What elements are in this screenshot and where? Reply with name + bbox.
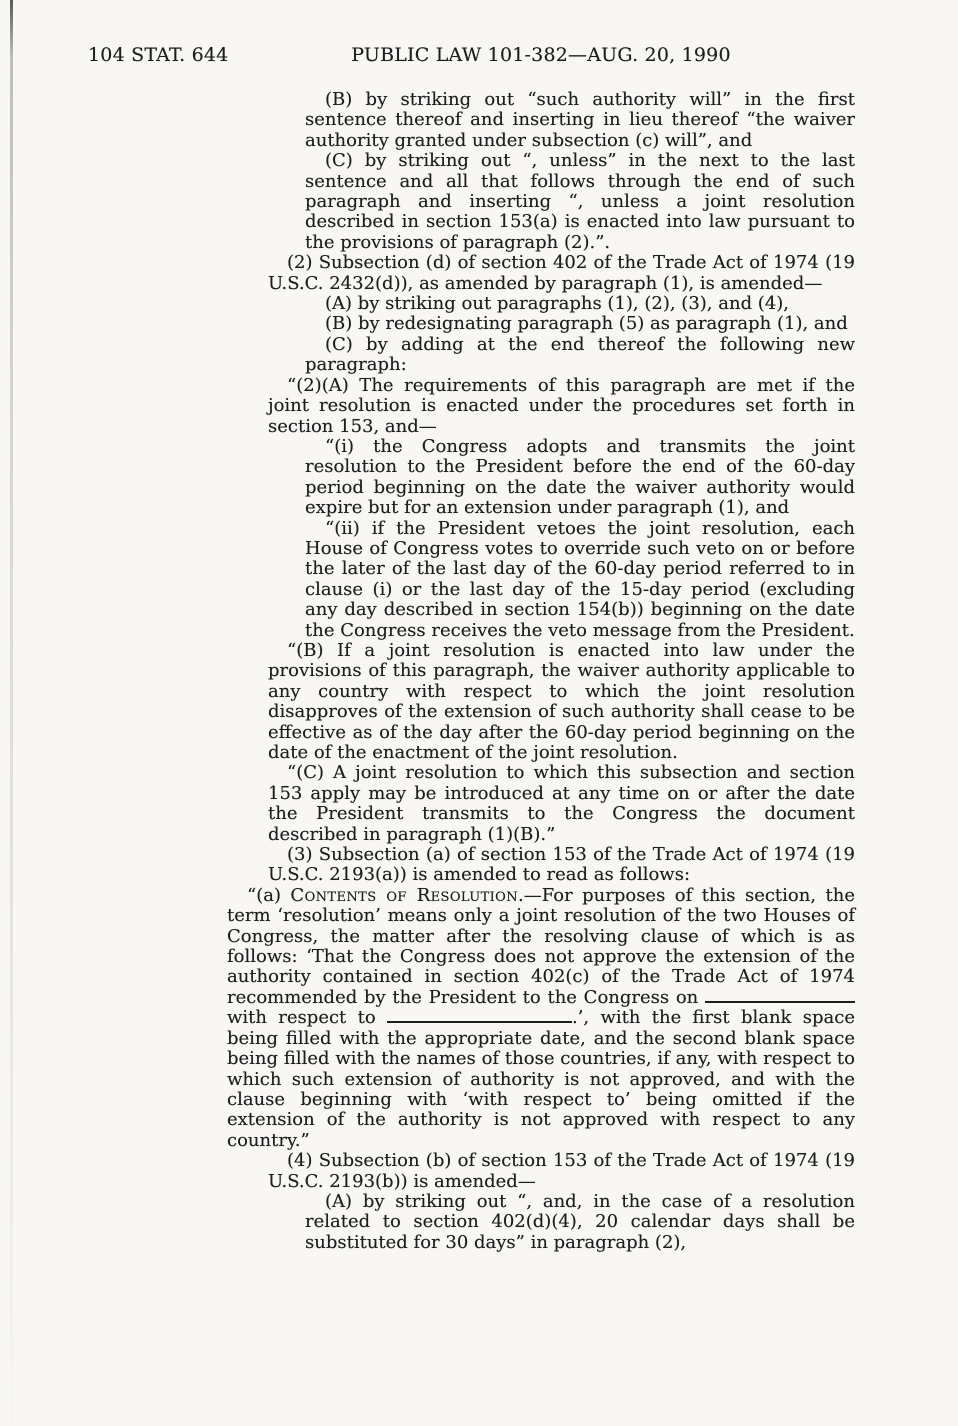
blank-line <box>387 1021 572 1023</box>
stat-page-number: 104 STAT. 644 <box>88 44 229 66</box>
paragraph: (A) by striking out paragraphs (1), (2), (3), and (4), <box>325 293 790 315</box>
public-law-title: PUBLIC LAW 101-382—AUG. 20, 1990 <box>351 44 731 66</box>
paragraph: “(2)(A) The requirements of this paragraph are met if the joint resolution is enacted under the procedures set forth in section 153, and— <box>268 374 855 437</box>
running-header <box>0 44 958 70</box>
paragraph: “(i) the Congress adopts and transmits the joint resolution to the President before the end of the 60-day period beginning on the date the waiver authority would expire but for an extension under paragraph (1), and <box>305 435 855 519</box>
paragraph: (A) by striking out “, and, in the case of a resolution related to section 402(d)(4), 20 calendar days shall be substituted for 30 days” in paragraph (2), <box>305 1190 855 1253</box>
paragraph: (C) by striking out “, unless” in the next to the last sentence and all that follows through the end of such paragraph and inserting “, unless a joint resolution described in section 153(a) is enacted into law pursuant to the provisions of paragraph (2).”. <box>305 150 855 253</box>
paragraph: “(B) If a joint resolution is enacted into law under the provisions of this paragraph, the waiver authority applicable to any country with respect to which the joint resolution disapproves of the extension of such authority shall cease to be effective as of the day after the 60-day period beginning on the date of the enactment of the joint resolution. <box>268 639 855 763</box>
document-body <box>227 90 855 1253</box>
paragraph: (B) by striking out “such authority will” in the first sentence thereof and inserting in lieu thereof “the waiver authority granted under subsection (c) will”, and <box>305 89 855 151</box>
paragraph: (2) Subsection (d) of section 402 of the Trade Act of 1974 (19 U.S.C. 2432(d)), as amended by paragraph (1), is amended— <box>268 252 855 294</box>
smallcaps-heading: Contents of Resolution <box>290 884 519 906</box>
paragraph: (3) Subsection (a) of section 153 of the Trade Act of 1974 (19 U.S.C. 2193(a)) is amended to read as follows: <box>268 844 855 886</box>
page-edge-scan-artifact <box>10 0 13 1420</box>
paragraph: (B) by redesignating paragraph (5) as paragraph (1), and <box>325 313 848 335</box>
blank-line <box>705 1001 855 1003</box>
paragraph: “(ii) if the President vetoes the joint resolution, each House of Congress votes to override such veto on or before the later of the last day of the 60-day period referred to in clause (i) or the last day of the 15-day period (excluding any day described in section 154(b)) beginning on the date the Congress receives the veto message from the President. <box>305 517 855 641</box>
paragraph: “(C) A joint resolution to which this subsection and section 153 apply may be introduced at any time on or after the date the President transmits to the Congress the document described in paragraph (1)(B).” <box>268 762 855 845</box>
paragraph: (C) by adding at the end thereof the following new paragraph: <box>305 333 855 376</box>
paragraph: (4) Subsection (b) of section 153 of the Trade Act of 1974 (19 U.S.C. 2193(b)) is amended— <box>268 1150 855 1192</box>
paragraph: “(a) Contents of Resolution.—For purposes of this section, the term ‘resolution’ means only a joint resolution of the two Houses of Congress, the matter after the resolving clause of which is as follows: ‘That the Congress does not approve the extension of the authority contained in section 402(c) of the Trade Act of 1974 recommended by the President to the Congress on with respect to .’, with the first blank space being filled with the appropriate date, and the second blank space being filled with the names of those countries, if any, with respect to which such extension of authority is not approved, and with the clause beginning with ‘with respect to’ being omitted if the extension of the authority is not approved with respect to any country.” <box>227 884 855 1151</box>
